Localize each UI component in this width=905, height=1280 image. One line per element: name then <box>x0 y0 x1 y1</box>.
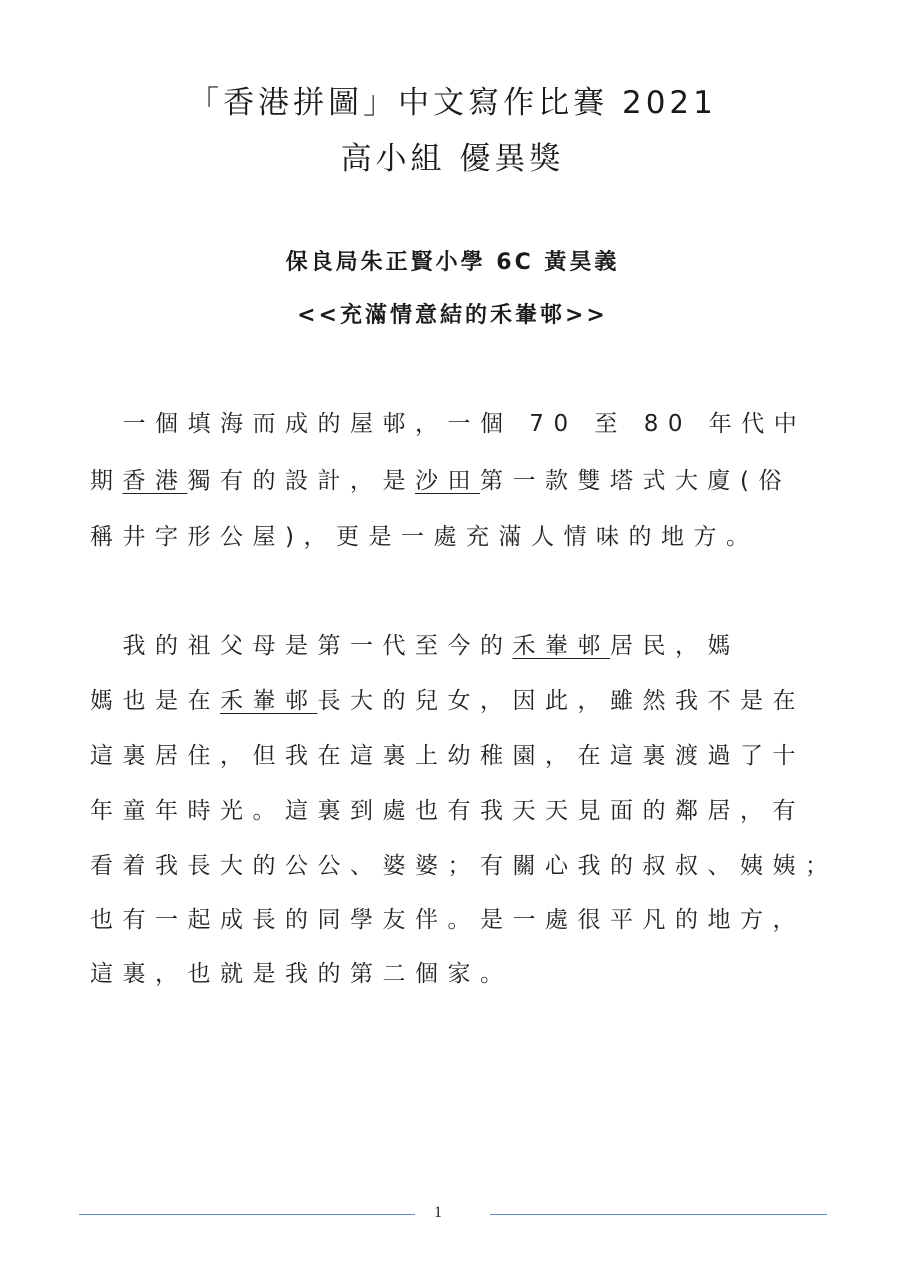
paragraph-2-line-7: 這裏，也就是我的第二個家。 <box>90 961 513 987</box>
paragraph-2-line-6: 也有一起成長的同學友伴。是一處很平凡的地方， <box>90 907 805 933</box>
place-name-wo-che-estate: 禾輋邨 <box>512 633 610 659</box>
paragraph-1-line-2 <box>90 462 815 495</box>
footer-divider-right <box>490 1214 827 1215</box>
paragraph-2-line-5: 看着我長大的公公、婆婆；有關心我的叔叔、姨姨； <box>90 853 838 879</box>
text-segment: 長大的兒女，因此，雖然我不是在 <box>317 688 805 714</box>
place-name-wo-che-estate: 禾輋邨 <box>220 688 318 714</box>
competition-title: 「香港拼圖」中文寫作比賽 2021 <box>188 85 717 121</box>
text-segment: 獨有的設計，是 <box>187 468 415 494</box>
author-line: 保良局朱正賢小學 6C 黃昊義 <box>285 250 620 275</box>
place-name-hong-kong: 香港 <box>122 468 188 494</box>
footer-divider-left <box>79 1214 415 1215</box>
paragraph-1-line-3: 稱井字形公屋)，更是一處充滿人情味的地方。 <box>90 524 759 550</box>
essay-title: <<充滿情意結的禾輋邨>> <box>297 303 608 328</box>
paragraph-2-line-1 <box>90 627 815 660</box>
award-title: 高小組 優異獎 <box>340 141 565 177</box>
text-segment: 居民，媽 <box>610 633 740 659</box>
place-name-sha-tin: 沙田 <box>415 468 480 494</box>
paragraph-2-line-2 <box>90 682 815 715</box>
text-segment: 期 <box>90 468 123 494</box>
page-number: 1 <box>434 1204 442 1221</box>
text-segment: 我的祖父母是第一代至今的 <box>90 633 513 659</box>
text-segment: 第一款雙塔式大廈(俗 <box>480 468 791 494</box>
paragraph-1-line-1: 一個填海而成的屋邨，一個 70 至 80 年代中 <box>90 411 807 437</box>
paragraph-2-line-3: 這裏居住，但我在這裏上幼稚園，在這裏渡過了十 <box>90 743 805 769</box>
paragraph-2-line-4: 年童年時光。這裏到處也有我天天見面的鄰居，有 <box>90 798 805 824</box>
text-segment: 媽也是在 <box>90 688 220 714</box>
